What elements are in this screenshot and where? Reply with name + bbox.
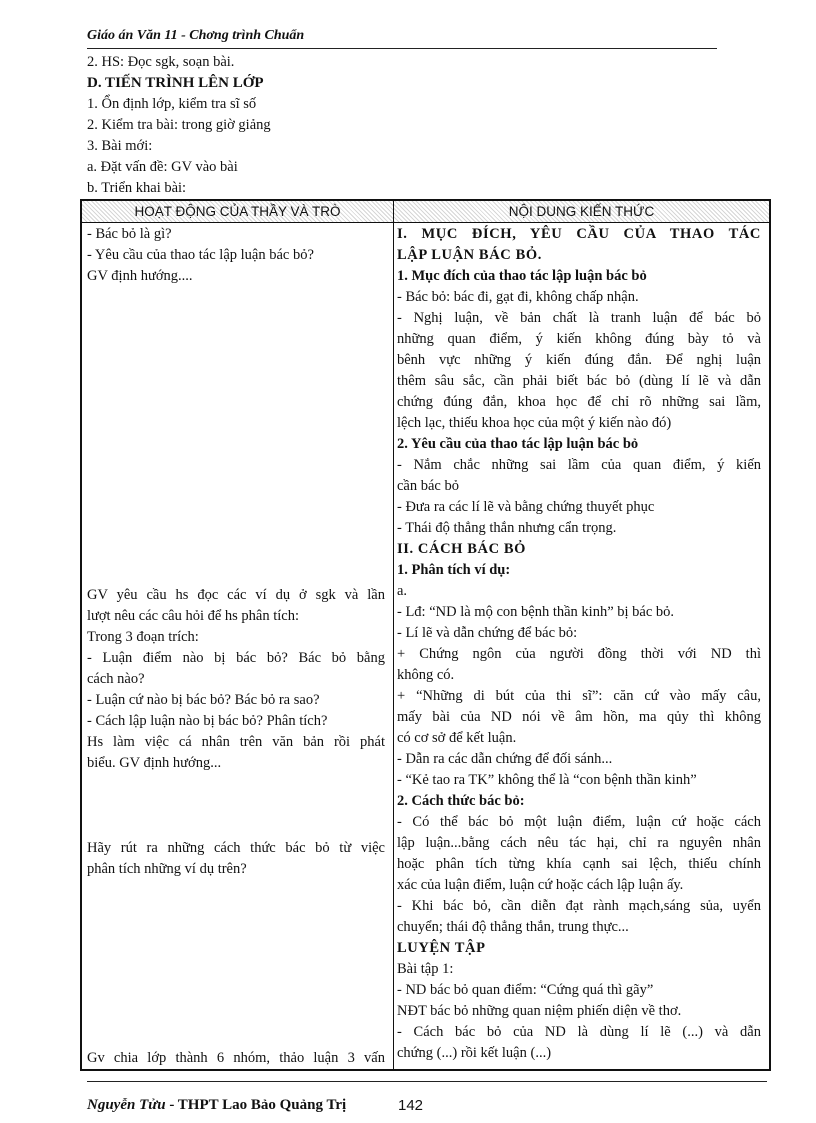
right-content [397,224,761,1064]
content-line: Bài tập 1: [397,961,454,977]
intro-line: 2. Kiểm tra bài: trong giờ giảng [87,117,271,133]
content-line: - “Kẻ tao ra TK” không thể là “con bệnh thần kinh” [397,772,697,788]
content-line: - Nghị luận, về bản chất là tranh luận để bác bỏ [397,310,761,326]
content-line: NĐT bác bỏ những quan niệm phiến diện về thơ. [397,1003,682,1019]
left-line: - Luận cứ nào bị bác bỏ? Bác bỏ ra sao? [87,692,320,708]
author-name: Nguyễn Tửu [87,1097,166,1113]
page-header [87,28,717,49]
page-number: 142 [398,1097,424,1114]
header-divider [82,222,769,223]
content-line: a. [397,583,408,599]
left-line: GV yêu cầu hs đọc các ví dụ ở sgk và lần [87,587,385,603]
intro-line: a. Đặt vấn đề: GV vào bài [87,159,238,175]
content-line: - ND bác bỏ quan điểm: “Cứng quá thì gãy” [397,982,654,998]
left-line: - Cách lập luận nào bị bác bỏ? Phân tích? [87,713,328,729]
content-line: lệch lạc, thiếu khoa học của một ý kiến nào đó) [397,415,672,431]
intro-line: 2. HS: Đọc sgk, soạn bài. [87,54,235,70]
page-footer [87,1081,767,1114]
left-group-2 [87,585,385,774]
left-group-4 [87,1048,385,1069]
content-line: hoặc phân tích từng khía cạnh sai lệch, thiếu chính [397,856,761,872]
content-line: những quan điểm, ý kiến không đúng bày tỏ và [397,331,761,347]
left-line: lượt nêu các câu hỏi để hs phân tích: [87,608,300,624]
section-title: LUYỆN TẬP [397,940,486,956]
content-line: chuyển; thái độ thẳng thắn, trung thực... [397,919,629,935]
school-name: - THPT Lao Bảo Quảng Trị [169,1097,347,1113]
left-group-1 [87,224,385,287]
subsection-title: 2. Cách thức bác bỏ: [397,793,525,809]
left-line: - Luận điểm nào bị bác bỏ? Bác bỏ bằng [87,650,385,666]
left-line: phân tích những ví dụ trên? [87,861,247,877]
subsection-title: 1. Mục đích của thao tác lập luận bác bỏ [397,268,647,284]
section-heading: D. TIẾN TRÌNH LÊN LỚP [87,75,264,91]
section-title: I. MỤC ĐÍCH, YÊU CẦU CỦA THAO TÁC [397,226,761,242]
column-divider [393,201,394,1069]
content-line: - Lí lẽ và dẫn chứng để bác bỏ: [397,625,578,641]
content-line: không có. [397,667,455,683]
content-line: xác của luận điểm, luận cứ hoặc cách lập luận ấy. [397,877,684,893]
section-title: LẬP LUẬN BÁC BỎ. [397,247,542,263]
left-line: Hs làm việc cá nhân trên văn bản rồi phát [87,734,385,750]
left-line: cách nào? [87,671,145,687]
table-header-activities: HOẠT ĐỘNG CỦA THẦY VÀ TRÒ [82,201,393,222]
content-line: - Nắm chắc những sai lầm của quan điểm, ý kiến [397,457,761,473]
subsection-title: 1. Phân tích ví dụ: [397,562,511,578]
intro-line: 1. Ổn định lớp, kiểm tra sĩ số [87,96,257,112]
content-line: - Dẫn ra các dẫn chứng để đối sánh... [397,751,613,767]
left-line: Trong 3 đoạn trích: [87,629,199,645]
left-group-3 [87,838,385,880]
content-line: - Bác bỏ: bác đi, gạt đi, không chấp nhận. [397,289,639,305]
content-line: - Lđ: “ND là mộ con bệnh thần kinh” bị bác bỏ. [397,604,675,620]
content-line: thêm sâu sắc, cần phải biết bác bỏ (dùng lí lẽ và dẫn [397,373,761,389]
left-line: biểu. GV định hướng... [87,755,222,771]
content-line: - Có thể bác bỏ một luận điểm, luận cứ hoặc cách [397,814,761,830]
left-line: Hãy rút ra những cách thức bác bỏ từ việc [87,840,385,856]
content-line: - Đưa ra các lí lẽ và bằng chứng thuyết phục [397,499,655,515]
content-line: - Cách bác bỏ của ND là dùng lí lẽ (...) và dẫn [397,1024,761,1040]
content-line: - Khi bác bỏ, cần diễn đạt rành mạch,sáng sủa, uyển [397,898,761,914]
content-line: + Chứng ngôn của người đồng thời với ND thì [397,646,761,662]
left-line: - Yêu cầu của thao tác lập luận bác bỏ? [87,247,314,263]
content-line: cần bác bỏ [397,478,459,494]
left-line: Gv chia lớp thành 6 nhóm, thảo luận 3 vấn [87,1050,385,1066]
content-line: có cơ sở để kết luận. [397,730,517,746]
intro-line: b. Triển khai bài: [87,180,187,196]
intro-line: 3. Bài mới: [87,138,153,154]
lesson-intro [87,52,767,199]
content-line: chứng đúng đắn, khoa học để chỉ rõ những sai lầm, [397,394,761,410]
footer-author [87,1097,346,1114]
content-line: + “Những di bút của thi sĩ”: căn cứ vào mấy câu, [397,688,761,704]
table-header-content: NỘI DUNG KIẾN THỨC [394,201,769,222]
content-line: bênh vực những ý kiến đúng đắn. Để nghị luận [397,352,761,368]
content-line: lập luận...bằng cách nêu tác hại, chỉ ra nguyên nhân [397,835,761,851]
content-line: mấy bài của ND nói về âm hồn, ma qủy thì không [397,709,761,725]
left-line: GV định hướng.... [87,268,193,284]
content-line: - Thái độ thẳng thắn nhưng cẩn trọng. [397,520,617,536]
subsection-title: 2. Yêu cầu của thao tác lập luận bác bỏ [397,436,639,452]
header-title: Giáo án Văn 11 - Chơng trình Chuẩn [87,28,305,43]
left-line: - Bác bỏ là gì? [87,226,172,242]
content-line: chứng (...) rồi kết luận (...) [397,1045,552,1061]
section-title: II. CÁCH BÁC BỎ [397,541,527,557]
